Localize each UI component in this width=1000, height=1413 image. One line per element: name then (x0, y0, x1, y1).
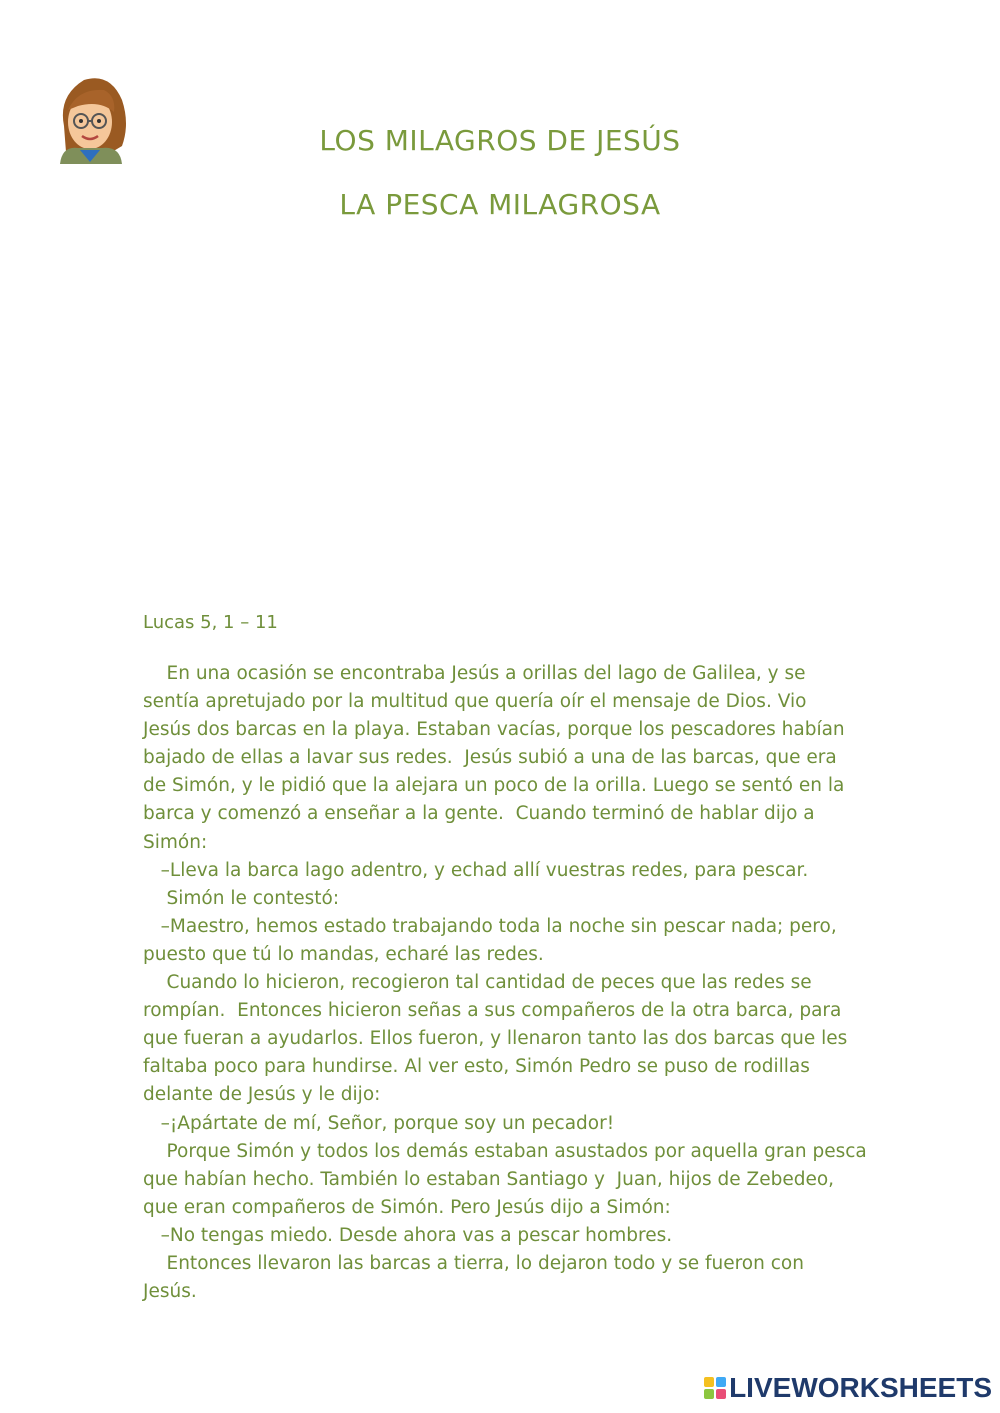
story-text (143, 660, 867, 1306)
story-line: sentía apretujado por la multitud que quería oír el mensaje de Dios. Vio (143, 691, 807, 713)
liveworksheets-logo-icon (704, 1377, 726, 1399)
story-line: bajado de ellas a lavar sus redes. Jesús subió a una de las barcas, que era (143, 747, 837, 769)
story-line: que eran compañeros de Simón. Pero Jesús dijo a Simón: (143, 1196, 671, 1218)
story-line: Jesús. (143, 1281, 197, 1303)
story-line: –Maestro, hemos estado trabajando toda la noche sin pescar nada; pero, (143, 915, 837, 937)
story-line: Porque Simón y todos los demás estaban asustados por aquella gran pesca (143, 1140, 867, 1162)
bible-reference: Lucas 5, 1 – 11 (143, 612, 278, 633)
story-line: rompían. Entonces hicieron señas a sus compañeros de la otra barca, para (143, 1000, 842, 1022)
page-title: LOS MILAGROS DE JESÚS (319, 124, 681, 157)
logo-tile (704, 1377, 714, 1387)
page-subtitle: LA PESCA MILAGROSA (339, 188, 661, 221)
story-line: puesto que tú lo mandas, echaré las redes. (143, 943, 544, 965)
story-line: Simón: (143, 831, 208, 853)
story-line: Simón le contestó: (143, 887, 340, 909)
story-line: de Simón, y le pidió que la alejara un poco de la orilla. Luego se sentó en la (143, 775, 845, 797)
story-line: faltaba poco para hundirse. Al ver esto, Simón Pedro se puso de rodillas (143, 1056, 810, 1078)
story-line: que habían hecho. También lo estaban Santiago y Juan, hijos de Zebedeo, (143, 1168, 835, 1190)
logo-tile (716, 1377, 726, 1387)
logo-tile (704, 1389, 714, 1399)
story-line: –Lleva la barca lago adentro, y echad allí vuestras redes, para pescar. (143, 859, 809, 881)
story-line: –¡Apártate de mí, Señor, porque soy un pecador! (143, 1112, 615, 1134)
story-line: barca y comenzó a enseñar a la gente. Cuando terminó de hablar dijo a (143, 803, 815, 825)
story-line: En una ocasión se encontraba Jesús a orillas del lago de Galilea, y se (143, 663, 806, 684)
brand-name: LIVEWORKSHEETS (729, 1372, 992, 1403)
liveworksheets-brand[interactable] (704, 1371, 992, 1405)
story-line: que fueran a ayudarlos. Ellos fueron, y llenaron tanto las dos barcas que les (143, 1028, 848, 1050)
story-line: Entonces llevaron las barcas a tierra, lo dejaron todo y se fueron con (143, 1252, 804, 1274)
story-line: Cuando lo hicieron, recogieron tal cantidad de peces que las redes se (143, 972, 812, 994)
logo-tile (716, 1389, 726, 1399)
story-line: –No tengas miedo. Desde ahora vas a pescar hombres. (143, 1224, 673, 1246)
story-line: Jesús dos barcas en la playa. Estaban vacías, porque los pescadores habían (143, 719, 845, 741)
story-line: delante de Jesús y le dijo: (143, 1084, 381, 1106)
